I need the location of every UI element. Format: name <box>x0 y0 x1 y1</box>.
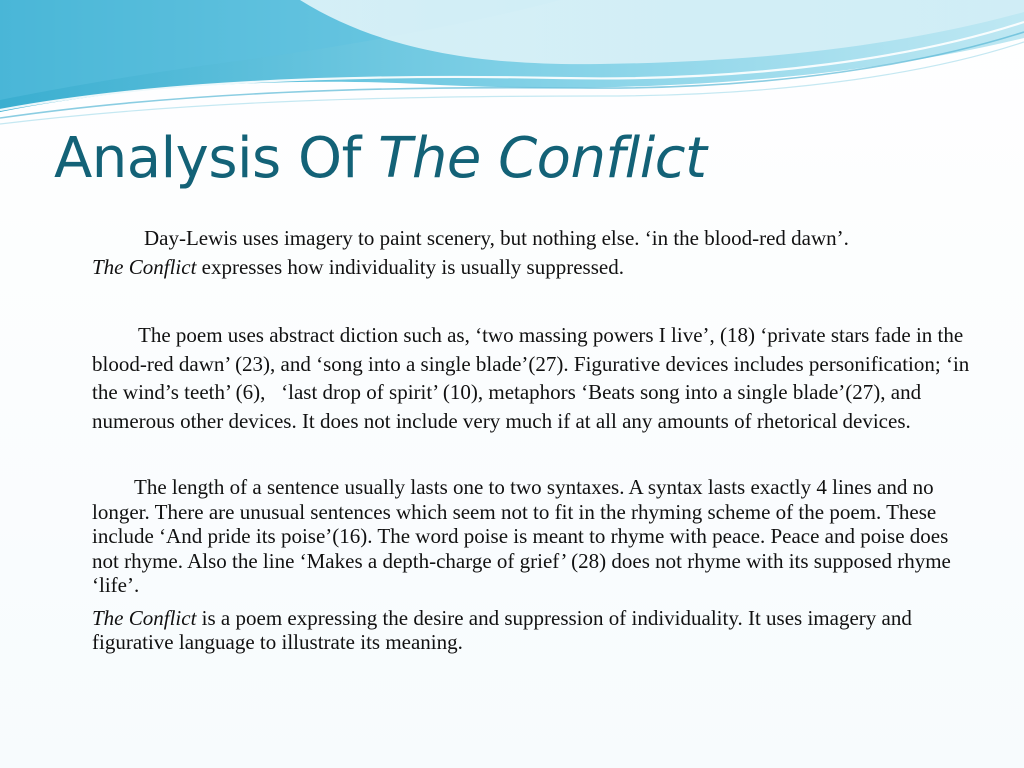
paragraph-4 <box>92 606 972 655</box>
paragraph-1-line-2 <box>92 253 972 282</box>
paragraph-3-text: The length of a sentence usually lasts one to two syntaxes. A syntax lasts exactly 4 lines and no longer. There are unusual sentences which seem not to fit in the rhyming scheme of the poem. These include ‘And pride its poise’(16). The word poise is meant to rhyme with peace. Peace and poise does not rhyme. Also the line ‘Makes a depth-charge of grief’ (28) does not rhyme with its supposed rhyme ‘life’. <box>92 475 951 597</box>
title-prefix: Analysis Of <box>54 126 379 191</box>
header-wave-decoration <box>0 0 1024 130</box>
paragraph-2-text: The poem uses abstract diction such as, ‘two massing powers I live’, (18) ‘private stars fade in the blood-red dawn’ (23), and ‘song into a single blade’(27). Figurative devices includes personification; ‘in the wind’s teeth’ (6), ‘last drop of spirit’ (10), metaphors ‘Beats song into a single blade’(27), and numerous other devices. It does not include very much if at all any amounts of rhetorical devices. <box>92 323 970 433</box>
page-title <box>54 128 707 190</box>
title-italic: The Conflict <box>378 126 707 191</box>
paragraph-4-italic: The Conflict <box>92 605 197 630</box>
paragraph-4-rest: is a poem expressing the desire and suppression of individuality. It uses imagery and figurative language to illustrate its meaning. <box>92 605 912 654</box>
paragraph-1-rest: expresses how individuality is usually suppressed. <box>196 255 624 279</box>
paragraph-2 <box>92 321 972 435</box>
paragraph-1-italic: The Conflict <box>92 255 197 279</box>
paragraph-3 <box>92 475 972 598</box>
paragraph-1-line-1: Day-Lewis uses imagery to paint scenery, but nothing else. ‘in the blood-red dawn’. <box>144 226 849 250</box>
content-body <box>92 224 972 655</box>
